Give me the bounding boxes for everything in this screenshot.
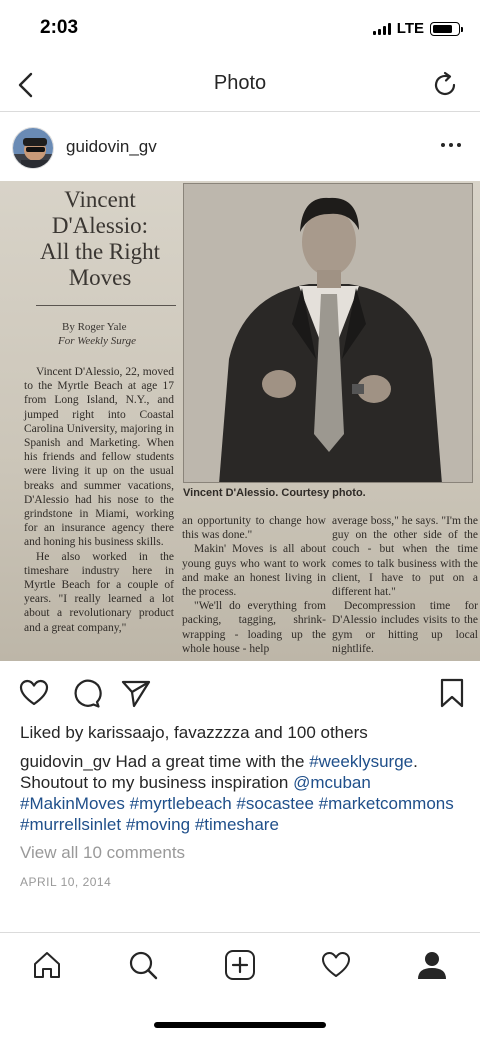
refresh-icon <box>430 70 460 100</box>
tab-search[interactable] <box>127 949 159 981</box>
avatar[interactable] <box>12 127 54 169</box>
profile-icon <box>416 949 448 981</box>
post-username[interactable]: guidovin_gv <box>66 137 157 156</box>
post-caption: guidovin_gv Had a great time with the #weeklysurge. Shoutout to my business inspiration @mcuban #MakinMoves #myrtlebeach #socastee #marketcommons #murrellsinlet #moving #timeshare <box>20 752 454 834</box>
search-icon <box>127 949 159 981</box>
likes-summary[interactable]: Liked by karissaajo, favazzzza and 100 others <box>20 723 368 742</box>
add-post-icon <box>224 949 256 981</box>
tab-new-post[interactable] <box>224 949 256 981</box>
status-bar <box>0 0 480 58</box>
home-indicator[interactable] <box>154 1022 326 1028</box>
article-byline: By Roger Yale <box>62 321 127 333</box>
mention[interactable]: @mcuban <box>293 773 371 792</box>
tab-profile[interactable] <box>416 949 448 981</box>
article-column-1: Vincent D'Alessio, 22, moved to the Myrtle Beach at age 17 from Long Island, N.Y., and jumped right into Coastal Carolina University, majoring in Spanish and Marketing. When his friends and fellow students were living it up on the usual breaks and summer vacations, D'Alessio had his nose to the grindstone in Miami, working for an insurance agency there and honing his business skills. He also worked in the timeshare industry here in Myrtle Beach for a couple of years. "I really learned a lot about a revolutionary product and a great company," <box>24 366 174 634</box>
save-button[interactable] <box>436 677 468 709</box>
heart-icon <box>18 677 50 709</box>
home-icon <box>31 949 63 981</box>
tab-bar <box>0 932 480 1004</box>
tab-activity[interactable] <box>320 949 352 981</box>
portrait-photo <box>183 183 473 483</box>
heart-icon <box>320 949 352 981</box>
hashtag[interactable]: #moving <box>125 815 191 834</box>
view-comments-link[interactable]: View all 10 comments <box>20 843 186 862</box>
send-icon <box>120 677 152 709</box>
article-outlet: For Weekly Surge <box>58 335 136 347</box>
signal-icon <box>373 23 391 35</box>
hashtag[interactable]: #socastee <box>236 794 314 813</box>
battery-icon <box>430 22 460 36</box>
post-header <box>0 113 480 181</box>
refresh-button[interactable] <box>430 70 460 100</box>
more-horizontal-icon <box>438 135 464 155</box>
caption-username[interactable]: guidovin_gv <box>20 752 111 771</box>
hashtag[interactable]: #myrtlebeach <box>129 794 232 813</box>
photo-caption: Vincent D'Alessio. Courtesy photo. <box>183 487 366 499</box>
article-column-2: an opportunity to change how this was done." Makin' Moves is all about young guys who want to work and make an honest living in the process. "We'll do everything from packing, tagging, shrink-wrapping - loading up the whole house - help <box>182 515 326 655</box>
network-type: LTE <box>396 20 424 37</box>
hashtag[interactable]: #MakinMoves <box>20 794 125 813</box>
more-options-button[interactable] <box>438 135 464 155</box>
title-divider <box>36 305 176 306</box>
status-indicators <box>373 20 460 37</box>
post-photo[interactable] <box>0 181 480 661</box>
nav-header <box>0 58 480 112</box>
hashtag[interactable]: #timeshare <box>194 815 279 834</box>
like-button[interactable] <box>18 677 50 709</box>
post-date: APRIL 10, 2014 <box>20 875 112 889</box>
post-actions <box>0 661 480 723</box>
hashtag[interactable]: #marketcommons <box>318 794 454 813</box>
page-title: Photo <box>213 72 267 94</box>
share-button[interactable] <box>120 677 152 709</box>
hashtag[interactable]: #weeklysurge <box>309 752 414 771</box>
hashtag[interactable]: #murrellsinlet <box>20 815 122 834</box>
article-column-3: average boss," he says. "I'm the guy on the other side of the couch - but when the time comes to talk business with the client, I have to put on a different hat." Decompression time for D'Alessio includes visits to the gym or hitting up local nightlife. <box>332 515 478 655</box>
tab-home[interactable] <box>31 949 63 981</box>
bookmark-icon <box>436 677 468 709</box>
status-time: 2:03 <box>40 17 79 38</box>
article-title: Vincent D'Alessio: All the Right Moves <box>39 187 161 290</box>
comment-button[interactable] <box>70 677 102 709</box>
comment-icon <box>70 677 102 709</box>
